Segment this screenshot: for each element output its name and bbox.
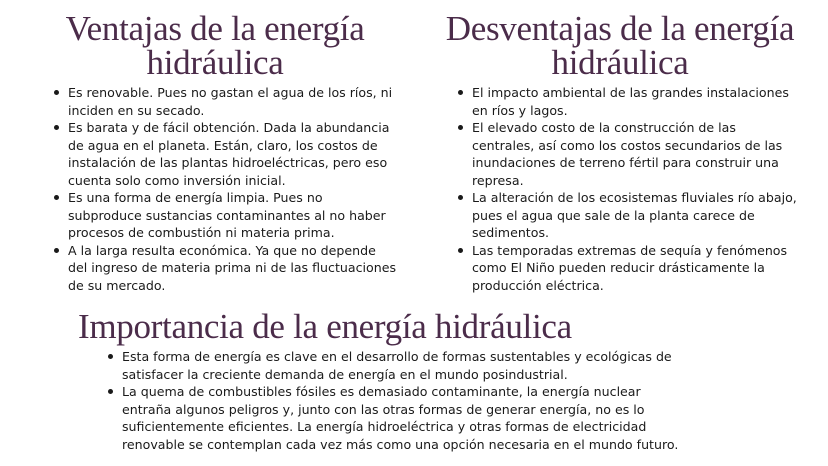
importance-list (108, 348, 693, 453)
importance-item: Esta forma de energía es clave en el desarrollo de formas sustentables y ecológicas de satisfacer la creciente demanda de energía en el mundo posindustrial. (108, 348, 693, 383)
advantage-item: Es barata y de fácil obtención. Dada la abundancia de agua en el planeta. Están, claro, los costos de instalación de las plantas hidroeléctricas, pero eso cuenta solo como inversión inicial. (54, 119, 399, 189)
importance-title: Importancia de la energía hidráulica (78, 307, 572, 346)
advantages-list (54, 84, 399, 294)
disadvantage-item: El impacto ambiental de las grandes instalaciones en ríos y lagos. (458, 84, 798, 119)
advantage-item: Es una forma de energía limpia. Pues no subproduce sustancias contaminantes al no haber procesos de combustión ni materia prima. (54, 189, 399, 242)
disadvantage-item: El elevado costo de la construcción de las centrales, así como los costos secundarios de las inundaciones de terreno fértil para construir una represa. (458, 119, 798, 189)
disadvantage-item: La alteración de los ecosistemas fluviales río abajo, pues el agua que sale de la planta carece de sedimentos. (458, 189, 798, 242)
disadvantage-item: Las temporadas extremas de sequía y fenómenos como El Niño pueden reducir drásticamente la producción eléctrica. (458, 242, 798, 295)
advantage-item: Es renovable. Pues no gastan el agua de los ríos, ni inciden en su secado. (54, 84, 399, 119)
disadvantages-title: Desventajas de la energía hidráulica (445, 9, 795, 82)
advantages-title: Ventajas de la energía hidráulica (65, 9, 365, 82)
importance-item: La quema de combustibles fósiles es demasiado contaminante, la energía nuclear entraña algunos peligros y, junto con las otras formas de generar energía, no es lo suficientemente eficientes. La energía hidroeléctrica y otras formas de electricidad renovable se contemplan cada vez más como una opción necesaria en el mundo futuro. (108, 383, 693, 453)
advantage-item: A la larga resulta económica. Ya que no depende del ingreso de materia prima ni de las fluctuaciones de su mercado. (54, 242, 399, 295)
disadvantages-list (458, 84, 798, 294)
